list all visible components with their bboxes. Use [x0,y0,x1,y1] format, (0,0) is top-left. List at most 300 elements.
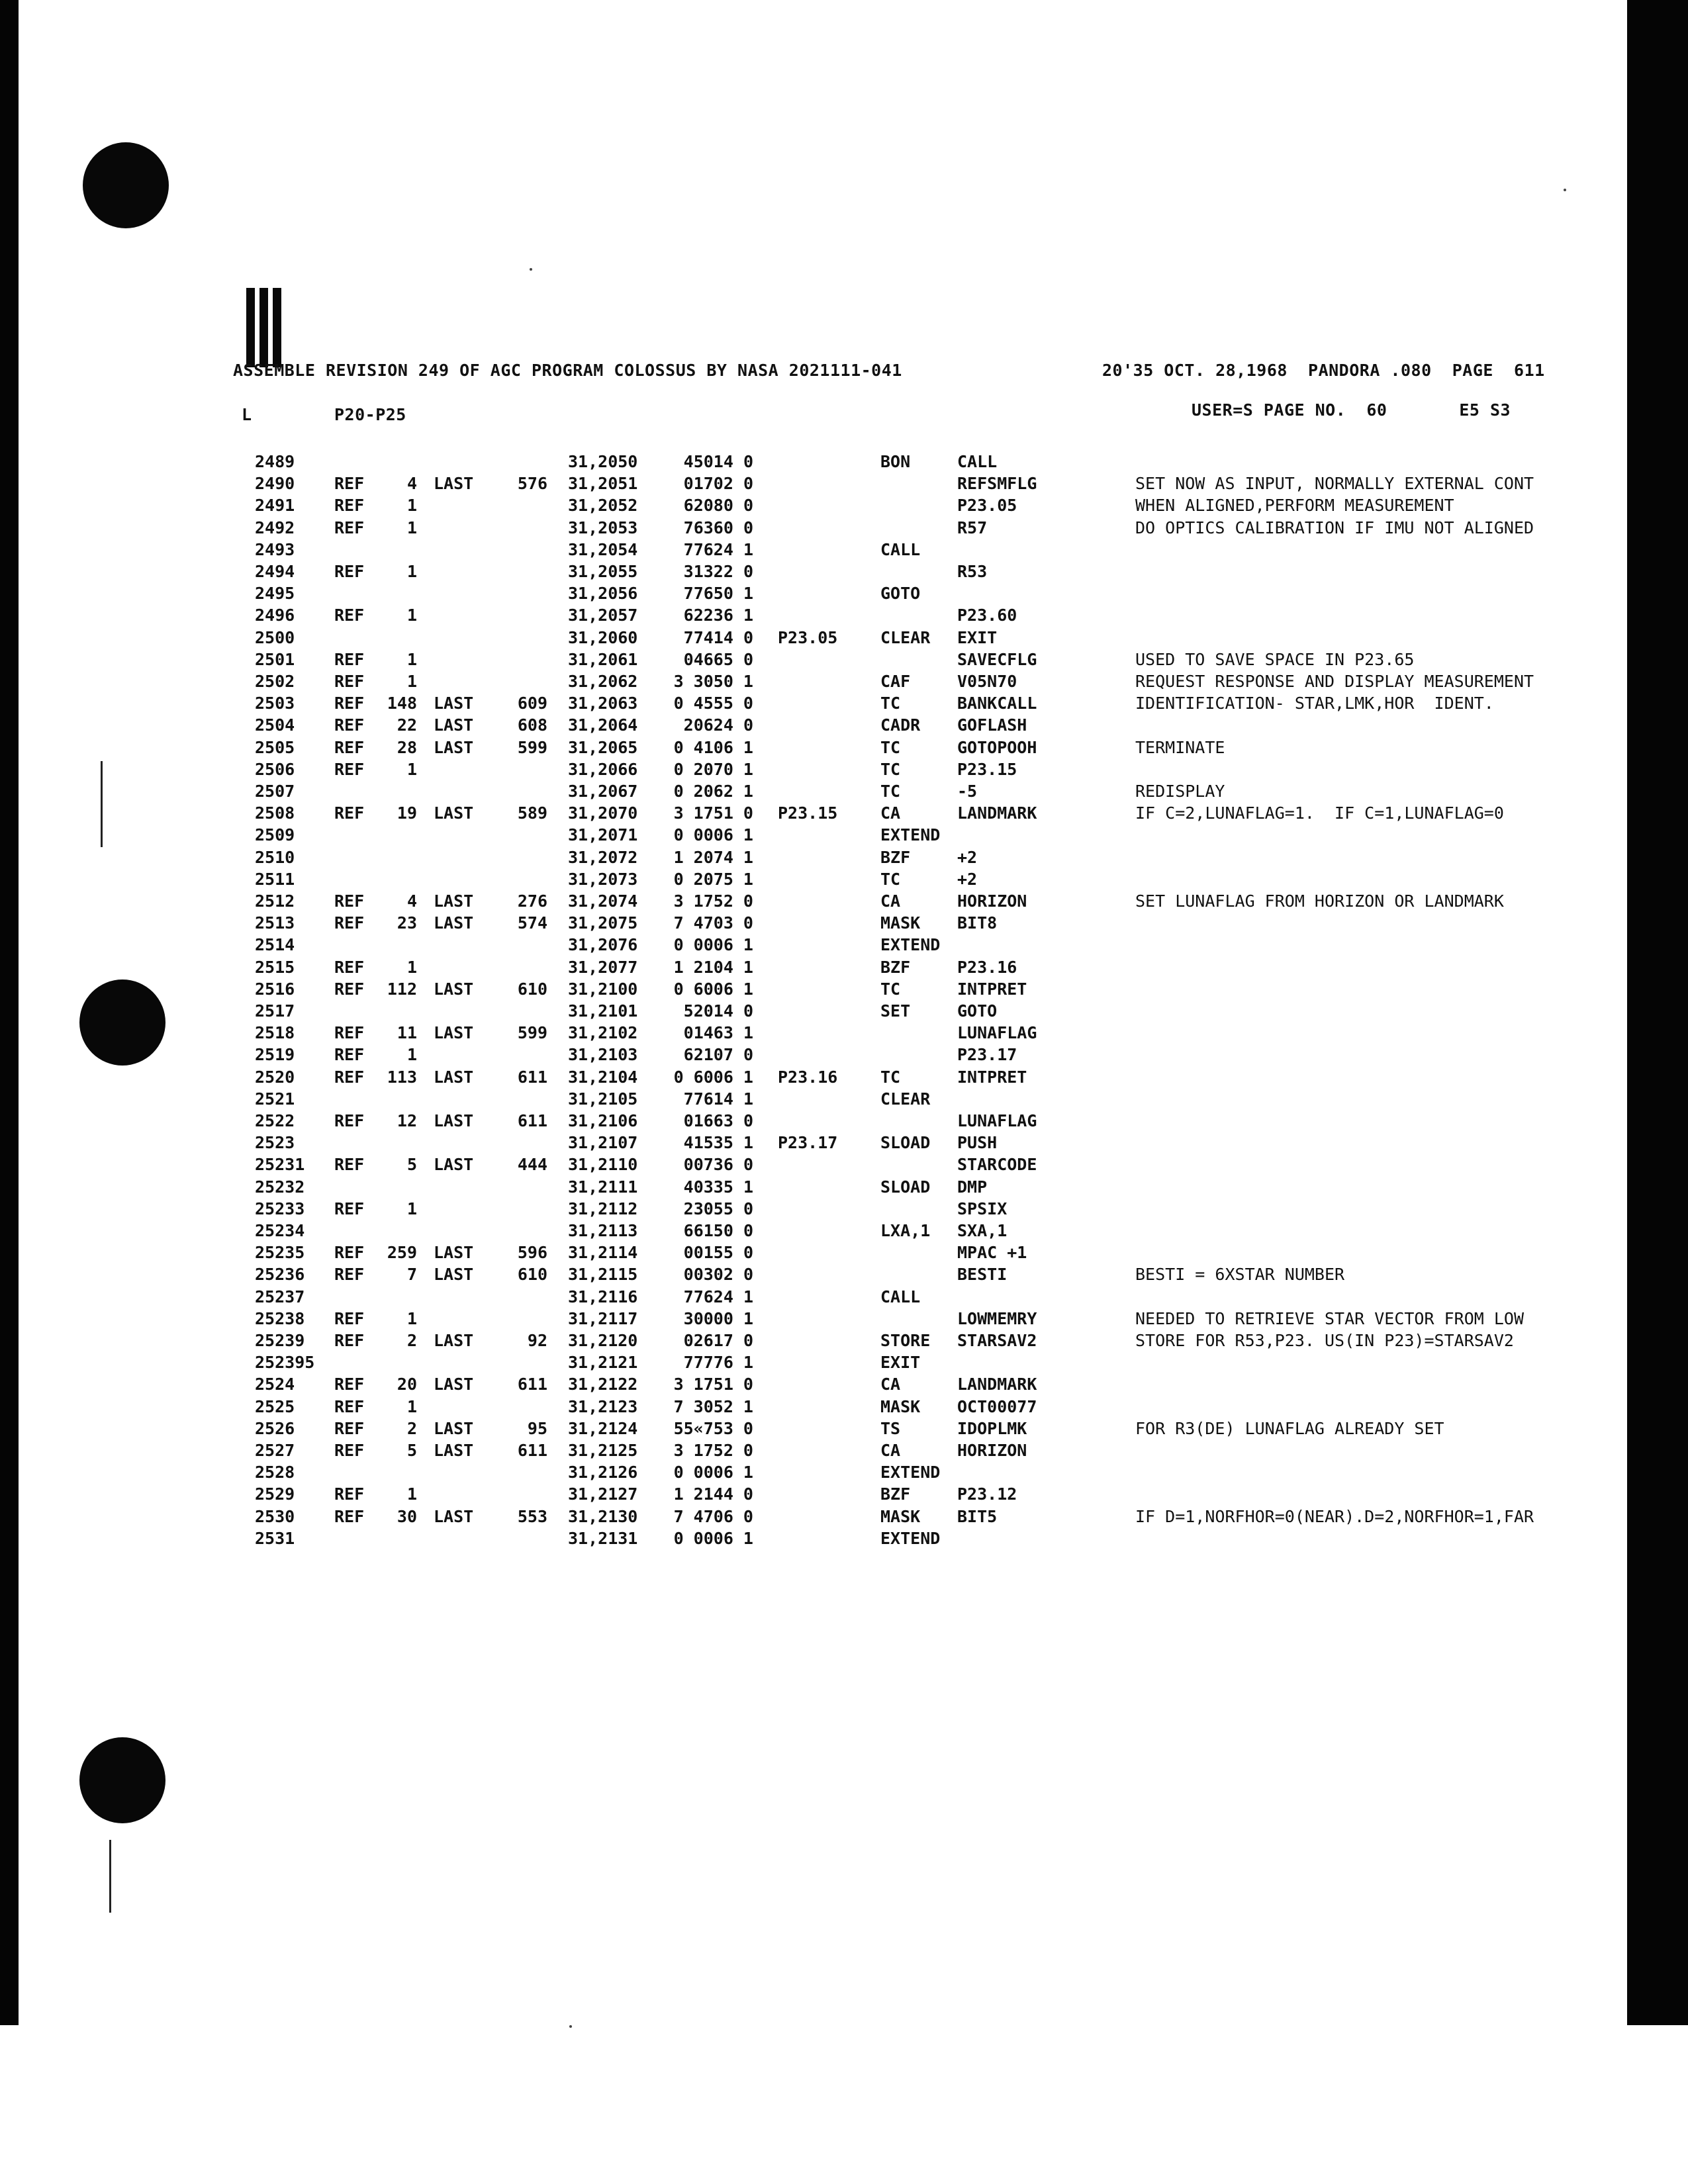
memory-location: 31,2077 [568,957,638,977]
operand: LANDMARK [957,1375,1037,1394]
line-number: 2508 [255,803,295,823]
operand: INTPRET [957,979,1027,999]
line-number: 2513 [255,913,295,933]
memory-location: 31,2054 [568,539,638,559]
opcode: BZF [880,847,911,867]
opcode: CA [880,1441,901,1460]
ref-count: 1 [406,957,417,977]
opcode: CAF [880,672,911,691]
listing-row [0,1287,1589,1309]
last-page: 608 [517,715,547,735]
ref-marker: REF [334,1023,365,1043]
octal-code: 20624 0 [683,715,753,735]
listing-row [0,1045,1589,1067]
octal-code: 0 6006 1 [673,1067,753,1087]
last-page: 609 [517,694,547,713]
ref-count: 1 [406,1308,417,1328]
opcode: STORE [880,1331,931,1350]
opcode: BZF [880,1484,911,1504]
last-page: 553 [517,1506,547,1526]
memory-location: 31,2124 [568,1418,638,1438]
listing-row [0,1199,1589,1221]
memory-location: 31,2126 [568,1463,638,1482]
line-number: 2496 [255,606,295,625]
ref-marker: REF [334,496,365,516]
operand: GOTO [957,1001,998,1021]
ref-marker: REF [334,737,365,757]
memory-location: 31,2115 [568,1265,638,1285]
octal-code: 77614 1 [683,1089,753,1109]
line-number: 2491 [255,496,295,516]
line-number: 2494 [255,562,295,581]
comment: WHEN ALIGNED,PERFORM MEASUREMENT [1135,496,1454,516]
memory-location: 31,2107 [568,1133,638,1153]
section-title: P20-P25 [334,405,406,424]
listing-row [0,1507,1589,1529]
octal-code: 0 4555 0 [673,694,753,713]
ref-count: 1 [406,759,417,779]
opcode: TS [880,1418,901,1438]
operand: +2 [957,869,978,889]
ref-marker: REF [334,649,365,669]
memory-location: 31,2075 [568,913,638,933]
listing-row [0,1529,1589,1551]
octal-code: 3 1752 0 [673,1441,753,1460]
operand: REFSMFLG [957,474,1037,494]
operand: P23.12 [957,1484,1017,1504]
listing-row [0,1353,1589,1375]
line-number: 2528 [255,1463,295,1482]
listing-row [0,1177,1589,1199]
margin-mark [109,1840,111,1913]
octal-code: 0 0006 1 [673,1463,753,1482]
last-marker: LAST [434,1155,474,1175]
operand: BANKCALL [957,694,1037,713]
memory-location: 31,2116 [568,1287,638,1306]
octal-code: 0 0006 1 [673,1528,753,1548]
ref-count: 1 [406,1045,417,1065]
octal-code: 7 4703 0 [673,913,753,933]
octal-code: 77624 1 [683,539,753,559]
ref-count: 23 [397,913,417,933]
line-number: 2523 [255,1133,295,1153]
octal-code: 77624 1 [683,1287,753,1306]
operand: CALL [957,452,998,471]
line-number: 25235 [255,1243,305,1263]
memory-location: 31,2104 [568,1067,638,1087]
opcode: EXTEND [880,1463,941,1482]
octal-code: 01702 0 [683,474,753,494]
memory-location: 31,2123 [568,1396,638,1416]
line-number: 25236 [255,1265,305,1285]
operand: STARSAV2 [957,1331,1037,1350]
memory-location: 31,2117 [568,1308,638,1328]
octal-code: 0 2062 1 [673,782,753,801]
operand: LOWMEMRY [957,1308,1037,1328]
ref-count: 28 [397,737,417,757]
ref-marker: REF [334,1308,365,1328]
ref-count: 2 [406,1418,417,1438]
operand: SAVECFLG [957,649,1037,669]
octal-code: 00155 0 [683,1243,753,1263]
octal-code: 31322 0 [683,562,753,581]
listing-row [0,1265,1589,1287]
ref-marker: REF [334,1111,365,1130]
memory-location: 31,2111 [568,1177,638,1197]
memory-location: 31,2070 [568,803,638,823]
listing-row [0,1221,1589,1243]
line-number: 2490 [255,474,295,494]
listing-row [0,979,1589,1001]
line-number: 2507 [255,782,295,801]
memory-location: 31,2103 [568,1045,638,1065]
octal-code: 01463 1 [683,1023,753,1043]
line-number: 2502 [255,672,295,691]
memory-location: 31,2050 [568,452,638,471]
last-page: 610 [517,1265,547,1285]
listing-row [0,1419,1589,1441]
line-number: 25234 [255,1221,305,1240]
memory-location: 31,2131 [568,1528,638,1548]
octal-code: 04665 0 [683,649,753,669]
last-marker: LAST [434,715,474,735]
comment: IF C=2,LUNAFLAG=1. IF C=1,LUNAFLAG=0 [1135,803,1504,823]
listing-row [0,694,1589,715]
memory-location: 31,2105 [568,1089,638,1109]
octal-code: 1 2104 1 [673,957,753,977]
line-number: 2509 [255,825,295,845]
comment: BESTI = 6XSTAR NUMBER [1135,1265,1345,1285]
last-marker: LAST [434,1418,474,1438]
octal-code: 77650 1 [683,584,753,604]
line-number: 2516 [255,979,295,999]
line-number: 2504 [255,715,295,735]
speck [530,268,532,271]
opcode: MASK [880,1506,921,1526]
comment: IDENTIFICATION- STAR,LMK,HOR IDENT. [1135,694,1494,713]
listing-row [0,672,1589,694]
ref-count: 259 [387,1243,417,1263]
memory-location: 31,2060 [568,627,638,647]
listing-row [0,958,1589,979]
comment: TERMINATE [1135,737,1225,757]
octal-code: 77414 0 [683,627,753,647]
last-marker: LAST [434,1243,474,1263]
operand: DMP [957,1177,988,1197]
line-number: 2503 [255,694,295,713]
line-number: 2520 [255,1067,295,1087]
ref-count: 30 [397,1506,417,1526]
listing-row [0,1133,1589,1155]
memory-location: 31,2052 [568,496,638,516]
memory-location: 31,2056 [568,584,638,604]
line-number: 2530 [255,1506,295,1526]
ref-count: 5 [406,1441,417,1460]
last-marker: LAST [434,694,474,713]
line-number: 2526 [255,1418,295,1438]
ref-count: 1 [406,672,417,691]
line-number: 2495 [255,584,295,604]
memory-location: 31,2127 [568,1484,638,1504]
last-page: 610 [517,979,547,999]
ref-count: 1 [406,518,417,537]
ref-marker: REF [334,1506,365,1526]
line-number: 252395 [255,1353,315,1373]
memory-location: 31,2125 [568,1441,638,1460]
octal-code: 02617 0 [683,1331,753,1350]
code-label: P23.05 [778,627,838,647]
memory-location: 31,2112 [568,1199,638,1218]
memory-location: 31,2063 [568,694,638,713]
line-number: 2525 [255,1396,295,1416]
opcode: BZF [880,957,911,977]
ref-marker: REF [334,1199,365,1218]
punch-hole-top [83,142,169,228]
comment: DO OPTICS CALIBRATION IF IMU NOT ALIGNED [1135,518,1534,537]
operand: BESTI [957,1265,1008,1285]
ref-count: 7 [406,1265,417,1285]
line-number: 2522 [255,1111,295,1130]
operand: OCT00077 [957,1396,1037,1416]
line-number: 25238 [255,1308,305,1328]
last-marker: LAST [434,891,474,911]
memory-location: 31,2106 [568,1111,638,1130]
octal-code: 0 2075 1 [673,869,753,889]
ref-count: 148 [387,694,417,713]
memory-location: 31,2102 [568,1023,638,1043]
ref-count: 113 [387,1067,417,1087]
listing-row [0,1111,1589,1133]
ref-marker: REF [334,1418,365,1438]
listing-row [0,452,1589,474]
memory-location: 31,2114 [568,1243,638,1263]
speck [1564,189,1566,191]
ref-count: 1 [406,1199,417,1218]
octal-code: 66150 0 [683,1221,753,1240]
memory-location: 31,2074 [568,891,638,911]
line-number: 25231 [255,1155,305,1175]
octal-code: 52014 0 [683,1001,753,1021]
memory-location: 31,2071 [568,825,638,845]
header-l-flag: L [242,405,252,424]
octal-code: 55«753 0 [673,1418,753,1438]
listing-row [0,496,1589,518]
comment: SET NOW AS INPUT, NORMALLY EXTERNAL CONT [1135,474,1534,494]
last-page: 276 [517,891,547,911]
last-marker: LAST [434,913,474,933]
listing-header-left: ASSEMBLE REVISION 249 OF AGC PROGRAM COLOSSUS BY NASA 2021111-041 [233,361,902,380]
memory-location: 31,2066 [568,759,638,779]
operand: P23.05 [957,496,1017,516]
octal-code: 01663 0 [683,1111,753,1130]
ref-count: 5 [406,1155,417,1175]
octal-code: 7 3052 1 [673,1396,753,1416]
line-number: 2531 [255,1528,295,1548]
listing-row [0,935,1589,957]
line-number: 2511 [255,869,295,889]
ref-count: 19 [397,803,417,823]
memory-location: 31,2120 [568,1331,638,1350]
ref-count: 20 [397,1375,417,1394]
last-marker: LAST [434,737,474,757]
ref-count: 1 [406,1396,417,1416]
opcode: BON [880,452,911,471]
listing-row [0,738,1589,760]
ref-count: 22 [397,715,417,735]
octal-code: 0 4106 1 [673,737,753,757]
listing-row [0,803,1589,825]
memory-location: 31,2073 [568,869,638,889]
octal-code: 3 1752 0 [673,891,753,911]
opcode: TC [880,869,901,889]
opcode: TC [880,737,901,757]
ref-marker: REF [334,1155,365,1175]
octal-code: 0 0006 1 [673,935,753,955]
listing-row [0,474,1589,496]
user-page-number: USER=S PAGE NO. 60 E5 S3 [1192,400,1511,420]
opcode: SLOAD [880,1133,931,1153]
operand: STARCODE [957,1155,1037,1175]
opcode: MASK [880,913,921,933]
listing-row [0,1309,1589,1331]
ref-marker: REF [334,672,365,691]
operand: GOFLASH [957,715,1027,735]
opcode: MASK [880,1396,921,1416]
line-number: 2519 [255,1045,295,1065]
speck [569,2025,572,2028]
octal-code: 23055 0 [683,1199,753,1218]
line-number: 2527 [255,1441,295,1460]
listing-row [0,825,1589,847]
punch-hole-bottom [79,1737,165,1823]
octal-code: 76360 0 [683,518,753,537]
opcode: TC [880,694,901,713]
binder-bars-mark [246,288,286,367]
memory-location: 31,2051 [568,474,638,494]
line-number: 2492 [255,518,295,537]
listing-row [0,606,1589,627]
listing-row [0,650,1589,672]
octal-code: 0 6006 1 [673,979,753,999]
ref-marker: REF [334,474,365,494]
memory-location: 31,2110 [568,1155,638,1175]
ref-marker: REF [334,606,365,625]
operand: R53 [957,562,988,581]
octal-code: 3 3050 1 [673,672,753,691]
line-number: 25239 [255,1331,305,1350]
listing-row [0,1397,1589,1419]
last-marker: LAST [434,1111,474,1130]
listing-row [0,1463,1589,1484]
listing-row [0,628,1589,650]
listing-row [0,1155,1589,1177]
comment: REDISPLAY [1135,782,1225,801]
memory-location: 31,2113 [568,1221,638,1240]
line-number: 2514 [255,935,295,955]
line-number: 2505 [255,737,295,757]
opcode: TC [880,1067,901,1087]
ref-marker: REF [334,1441,365,1460]
listing-row [0,584,1589,606]
line-number: 25233 [255,1199,305,1218]
ref-marker: REF [334,957,365,977]
ref-marker: REF [334,1067,365,1087]
opcode: EXTEND [880,1528,941,1548]
line-number: 2529 [255,1484,295,1504]
last-marker: LAST [434,474,474,494]
octal-code: 7 4706 0 [673,1506,753,1526]
line-number: 2512 [255,891,295,911]
ref-marker: REF [334,715,365,735]
ref-marker: REF [334,803,365,823]
opcode: CA [880,1375,901,1394]
ref-count: 12 [397,1111,417,1130]
operand: PUSH [957,1133,998,1153]
memory-location: 31,2067 [568,782,638,801]
ref-marker: REF [334,913,365,933]
memory-location: 31,2057 [568,606,638,625]
last-page: 589 [517,803,547,823]
listing-row [0,782,1589,803]
comment: SET LUNAFLAG FROM HORIZON OR LANDMARK [1135,891,1504,911]
operand: SPSIX [957,1199,1008,1218]
opcode: CALL [880,539,921,559]
code-label: P23.15 [778,803,838,823]
operand: LUNAFLAG [957,1023,1037,1043]
listing-row [0,1243,1589,1265]
listing-row [0,1375,1589,1396]
memory-location: 31,2101 [568,1001,638,1021]
operand: INTPRET [957,1067,1027,1087]
opcode: SLOAD [880,1177,931,1197]
memory-location: 31,2122 [568,1375,638,1394]
octal-code: 00302 0 [683,1265,753,1285]
ref-marker: REF [334,979,365,999]
memory-location: 31,2100 [568,979,638,999]
listing-row [0,913,1589,935]
octal-code: 00736 0 [683,1155,753,1175]
octal-code: 3 1751 0 [673,803,753,823]
line-number: 25237 [255,1287,305,1306]
line-number: 2501 [255,649,295,669]
octal-code: 40335 1 [683,1177,753,1197]
ref-count: 1 [406,562,417,581]
octal-code: 0 0006 1 [673,825,753,845]
line-number: 2515 [255,957,295,977]
last-marker: LAST [434,1506,474,1526]
listing-row [0,715,1589,737]
memory-location: 31,2061 [568,649,638,669]
line-number: 2506 [255,759,295,779]
ref-marker: REF [334,518,365,537]
listing-row [0,1484,1589,1506]
last-marker: LAST [434,1375,474,1394]
octal-code: 62080 0 [683,496,753,516]
comment: IF D=1,NORFHOR=0(NEAR).D=2,NORFHOR=1,FAR [1135,1506,1534,1526]
line-number: 2500 [255,627,295,647]
operand: P23.60 [957,606,1017,625]
ref-marker: REF [334,1331,365,1350]
last-page: 599 [517,1023,547,1043]
comment: STORE FOR R53,P23. US(IN P23)=STARSAV2 [1135,1331,1514,1350]
last-marker: LAST [434,1023,474,1043]
ref-count: 4 [406,474,417,494]
code-label: P23.16 [778,1067,838,1087]
opcode: CADR [880,715,921,735]
ref-count: 2 [406,1331,417,1350]
operand: P23.16 [957,957,1017,977]
last-marker: LAST [434,1265,474,1285]
